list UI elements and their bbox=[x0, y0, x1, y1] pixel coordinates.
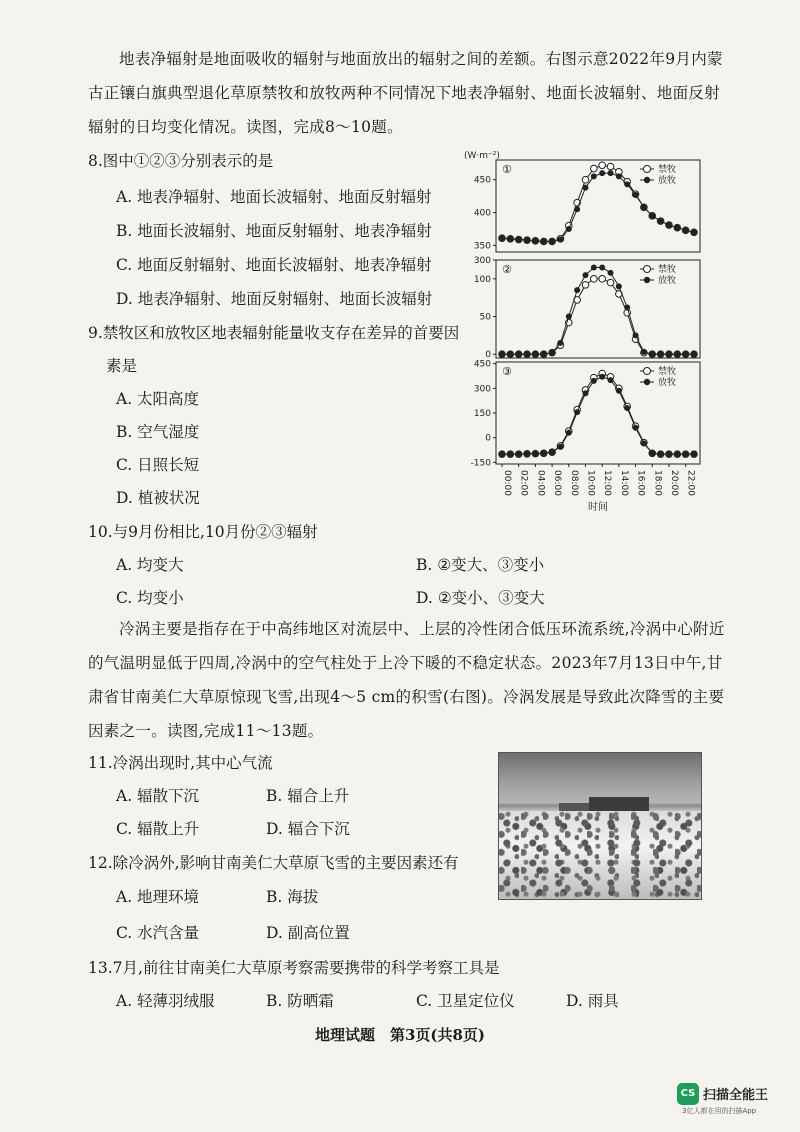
data-point-fangmu bbox=[524, 351, 530, 357]
data-point-fangmu bbox=[566, 430, 572, 436]
data-point-fangmu bbox=[499, 351, 505, 357]
data-point-fangmu bbox=[683, 227, 689, 233]
chart-xtick-label: 20:00 bbox=[668, 470, 679, 496]
legend-label-jinmu: 禁牧 bbox=[658, 367, 677, 377]
legend-marker-fangmu bbox=[644, 379, 650, 385]
data-point-fangmu bbox=[608, 270, 614, 276]
chart-xtick-label: 02:00 bbox=[518, 470, 529, 496]
chart-ytick-label: -150 bbox=[470, 458, 491, 469]
data-point-fangmu bbox=[557, 444, 563, 450]
data-point-fangmu bbox=[633, 332, 639, 338]
radiation-chart bbox=[460, 148, 710, 518]
data-point-fangmu bbox=[541, 450, 547, 456]
data-point-fangmu bbox=[649, 351, 655, 357]
data-point-fangmu bbox=[649, 450, 655, 456]
snow-grassland-photo bbox=[498, 752, 702, 900]
chart-panel-label-1: ① bbox=[502, 163, 512, 176]
question-8-option-d[interactable]: D. 地表净辐射、地面反射辐射、地面长波辐射 bbox=[116, 290, 433, 308]
question-8-option-c[interactable]: C. 地面反射辐射、地面长波辐射、地表净辐射 bbox=[116, 256, 432, 274]
page-footer: 地理试题 第3页(共8页) bbox=[314, 1026, 486, 1044]
question-9-option-b[interactable]: B. 空气湿度 bbox=[116, 423, 200, 441]
legend-label-fangmu: 放牧 bbox=[658, 176, 677, 186]
data-point-fangmu bbox=[507, 236, 513, 242]
data-point-fangmu bbox=[624, 304, 630, 310]
data-point-fangmu bbox=[532, 238, 538, 244]
data-point-fangmu bbox=[549, 350, 555, 356]
data-point-fangmu bbox=[691, 451, 697, 457]
data-point-fangmu bbox=[641, 349, 647, 355]
chart-ytick-label: 450 bbox=[473, 175, 491, 186]
data-point-fangmu bbox=[507, 351, 513, 357]
chart-ytick-label: 300 bbox=[473, 384, 491, 395]
chart-xtick-label: 14:00 bbox=[618, 470, 629, 496]
camscanner-logo-icon: CS bbox=[677, 1083, 699, 1105]
question-12-option-c[interactable]: C. 水汽含量 bbox=[116, 924, 200, 942]
question-12-option-a[interactable]: A. 地理环境 bbox=[116, 888, 200, 906]
legend-marker-jinmu bbox=[644, 166, 651, 173]
photo-snowy-grass bbox=[499, 811, 701, 899]
legend-label-jinmu: 禁牧 bbox=[658, 165, 677, 175]
data-point-fangmu bbox=[616, 283, 622, 289]
question-8-option-b[interactable]: B. 地面长波辐射、地面反射辐射、地表净辐射 bbox=[116, 222, 432, 240]
data-point-fangmu bbox=[633, 425, 639, 431]
data-point-jinmu bbox=[591, 165, 598, 172]
intro-text-1: 地表净辐射是地面吸收的辐射与地面放出的辐射之间的差额。右图示意2022年9月内蒙古正镶白旗典型退化草原禁牧和放牧两种不同情况下地表净辐射、地面长波辐射、地面反射辐射的日均变化情况。读图，完成8～10题。 bbox=[88, 50, 723, 136]
data-point-fangmu bbox=[557, 237, 563, 243]
data-point-fangmu bbox=[616, 173, 622, 179]
intro-paragraph-2 bbox=[88, 612, 728, 748]
data-point-fangmu bbox=[599, 265, 605, 271]
data-point-fangmu bbox=[658, 351, 664, 357]
data-point-fangmu bbox=[666, 351, 672, 357]
data-point-fangmu bbox=[574, 206, 580, 212]
data-point-fangmu bbox=[524, 451, 530, 457]
data-point-fangmu bbox=[683, 451, 689, 457]
data-point-fangmu bbox=[549, 238, 555, 244]
data-point-fangmu bbox=[608, 377, 614, 383]
question-12-option-b[interactable]: B. 海拔 bbox=[266, 888, 319, 906]
question-11-option-d[interactable]: D. 辐合下沉 bbox=[266, 820, 350, 838]
legend-label-fangmu: 放牧 bbox=[658, 276, 677, 286]
chart-xtick-label: 04:00 bbox=[535, 470, 546, 496]
data-point-fangmu bbox=[666, 451, 672, 457]
data-point-fangmu bbox=[599, 374, 605, 380]
data-point-fangmu bbox=[524, 237, 530, 243]
data-point-fangmu bbox=[591, 378, 597, 384]
data-point-fangmu bbox=[541, 238, 547, 244]
question-11-option-c[interactable]: C. 辐散上升 bbox=[116, 820, 200, 838]
data-point-jinmu bbox=[582, 282, 589, 289]
question-13-stem: 13.7月,前往甘南美仁大草原考察需要携带的科学考察工具是 bbox=[88, 959, 500, 977]
chart-xtick-label: 22:00 bbox=[685, 470, 696, 496]
question-9-option-a[interactable]: A. 太阳高度 bbox=[116, 390, 200, 408]
data-point-fangmu bbox=[649, 213, 655, 219]
chart-ytick-label: 150 bbox=[473, 409, 491, 419]
chart-panel-label-3: ③ bbox=[502, 365, 512, 378]
chart-xtick-label: 00:00 bbox=[502, 470, 512, 496]
chart-ytick-label: 50 bbox=[479, 312, 491, 323]
data-point-jinmu bbox=[582, 176, 589, 183]
question-13-option-a[interactable]: A. 轻薄羽绒服 bbox=[116, 992, 215, 1010]
legend-marker-jinmu bbox=[644, 266, 651, 273]
data-point-fangmu bbox=[608, 170, 614, 176]
data-point-fangmu bbox=[499, 451, 505, 457]
question-9-stem-cont: 素是 bbox=[106, 357, 138, 375]
data-point-jinmu bbox=[607, 163, 614, 170]
data-point-fangmu bbox=[674, 225, 680, 231]
data-point-fangmu bbox=[633, 192, 639, 198]
data-point-fangmu bbox=[683, 351, 689, 357]
legend-marker-jinmu bbox=[644, 368, 651, 375]
chart-ytick-label: 300 bbox=[473, 256, 491, 266]
chart-panel-label-2: ② bbox=[502, 263, 512, 276]
data-point-fangmu bbox=[516, 237, 522, 243]
data-point-jinmu bbox=[599, 162, 606, 169]
question-12-option-d[interactable]: D. 副高位置 bbox=[266, 924, 350, 942]
data-point-fangmu bbox=[658, 451, 664, 457]
chart-ytick-label: 450 bbox=[473, 359, 491, 370]
data-point-fangmu bbox=[666, 222, 672, 228]
data-point-fangmu bbox=[691, 229, 697, 235]
data-point-fangmu bbox=[674, 451, 680, 457]
question-8-stem: 8.图中①②③分别表示的是 bbox=[88, 152, 274, 170]
data-point-fangmu bbox=[574, 409, 580, 415]
legend-marker-fangmu bbox=[644, 277, 650, 283]
data-point-fangmu bbox=[582, 185, 588, 191]
data-point-fangmu bbox=[549, 449, 555, 455]
data-point-jinmu bbox=[599, 276, 606, 283]
question-13-option-b[interactable]: B. 防晒霜 bbox=[266, 992, 334, 1010]
question-11-option-a[interactable]: A. 辐散下沉 bbox=[116, 787, 200, 805]
question-9-option-c[interactable]: C. 日照长短 bbox=[116, 456, 200, 474]
question-10-option-d[interactable]: D. ②变小、③变大 bbox=[416, 589, 545, 607]
legend-label-fangmu: 放牧 bbox=[658, 378, 677, 388]
chart-xlabel: 时间 bbox=[588, 502, 608, 513]
data-point-jinmu bbox=[591, 276, 598, 283]
photo-building-small bbox=[559, 803, 591, 811]
data-point-fangmu bbox=[658, 218, 664, 224]
data-point-fangmu bbox=[591, 265, 597, 271]
chart-ytick-label: 0 bbox=[485, 433, 491, 444]
chart-ytick-label: 0 bbox=[485, 350, 491, 361]
question-10-stem: 10.与9月份相比,10月份②③辐射 bbox=[88, 523, 318, 541]
camscanner-tagline: 3亿人都在用的扫描App bbox=[682, 1107, 757, 1115]
question-12-stem: 12.除冷涡外,影响甘南美仁大草原飞雪的主要因素还有 bbox=[88, 854, 459, 872]
data-point-fangmu bbox=[499, 235, 505, 241]
data-point-fangmu bbox=[507, 451, 513, 457]
question-10-option-a[interactable]: A. 均变大 bbox=[116, 556, 184, 574]
data-point-jinmu bbox=[607, 279, 614, 286]
chart-xtick-label: 10:00 bbox=[585, 470, 596, 496]
intro-text-2: 冷涡主要是指存在于中高纬地区对流层中、上层的冷性闭合低压环流系统,冷涡中心附近的气温明显低于四周,冷涡中的空气柱处于上冷下暖的不稳定状态。2023年7月13日中午,甘肃省甘南美仁大草原惊现飞雪,出现4～5 cm的积雪(右图)。冷涡发展是导致此次降雪的主要因素之一。读图,完成11～13题。 bbox=[88, 620, 725, 740]
data-point-fangmu bbox=[532, 351, 538, 357]
chart-ytick-label: 350 bbox=[473, 241, 491, 252]
chart-unit-label: (W·m⁻²) bbox=[464, 151, 500, 161]
data-point-fangmu bbox=[516, 351, 522, 357]
legend-label-jinmu: 禁牧 bbox=[658, 265, 677, 275]
chart-ytick-label: 100 bbox=[473, 274, 491, 285]
chart-ytick-label: 400 bbox=[473, 208, 491, 219]
series-line-fangmu-3 bbox=[502, 377, 694, 454]
question-9-option-d[interactable]: D. 植被状况 bbox=[116, 489, 200, 507]
chart-xtick-label: 12:00 bbox=[602, 470, 613, 496]
data-point-fangmu bbox=[691, 351, 697, 357]
data-point-fangmu bbox=[599, 170, 605, 176]
chart-xtick-label: 06:00 bbox=[552, 470, 563, 496]
question-11-option-b[interactable]: B. 辐合上升 bbox=[266, 787, 350, 805]
data-point-fangmu bbox=[582, 390, 588, 396]
question-11-stem: 11.冷涡出现时,其中心气流 bbox=[88, 754, 273, 772]
data-point-fangmu bbox=[566, 226, 572, 232]
chart-xtick-label: 16:00 bbox=[635, 470, 646, 496]
chart-xtick-label: 08:00 bbox=[568, 470, 579, 496]
data-point-fangmu bbox=[532, 451, 538, 457]
data-point-fangmu bbox=[641, 440, 647, 446]
data-point-fangmu bbox=[624, 181, 630, 187]
data-point-fangmu bbox=[516, 451, 522, 457]
data-point-fangmu bbox=[541, 351, 547, 357]
question-13-option-c[interactable]: C. 卫星定位仪 bbox=[416, 992, 515, 1010]
data-point-fangmu bbox=[616, 388, 622, 394]
camscanner-name: 扫描全能王 bbox=[703, 1088, 769, 1103]
legend-marker-fangmu bbox=[644, 177, 650, 183]
data-point-fangmu bbox=[591, 173, 597, 179]
intro-paragraph-1 bbox=[88, 42, 728, 144]
data-point-fangmu bbox=[674, 351, 680, 357]
series-line-jinmu-2 bbox=[502, 279, 694, 354]
data-point-fangmu bbox=[557, 340, 563, 346]
question-10-option-c[interactable]: C. 均变小 bbox=[116, 589, 184, 607]
data-point-fangmu bbox=[582, 272, 588, 278]
data-point-fangmu bbox=[624, 405, 630, 411]
question-10-option-b[interactable]: B. ②变大、③变小 bbox=[416, 556, 545, 574]
question-9-stem: 9.禁牧区和放牧区地表辐射能量收支存在差异的首要因 bbox=[88, 324, 460, 342]
question-13-option-d[interactable]: D. 雨具 bbox=[566, 992, 619, 1010]
photo-building bbox=[589, 797, 649, 811]
chart-xtick-label: 18:00 bbox=[652, 470, 663, 496]
data-point-fangmu bbox=[641, 204, 647, 210]
data-point-fangmu bbox=[566, 314, 572, 320]
data-point-fangmu bbox=[574, 287, 580, 293]
question-8-option-a[interactable]: A. 地表净辐射、地面长波辐射、地面反射辐射 bbox=[116, 188, 432, 206]
